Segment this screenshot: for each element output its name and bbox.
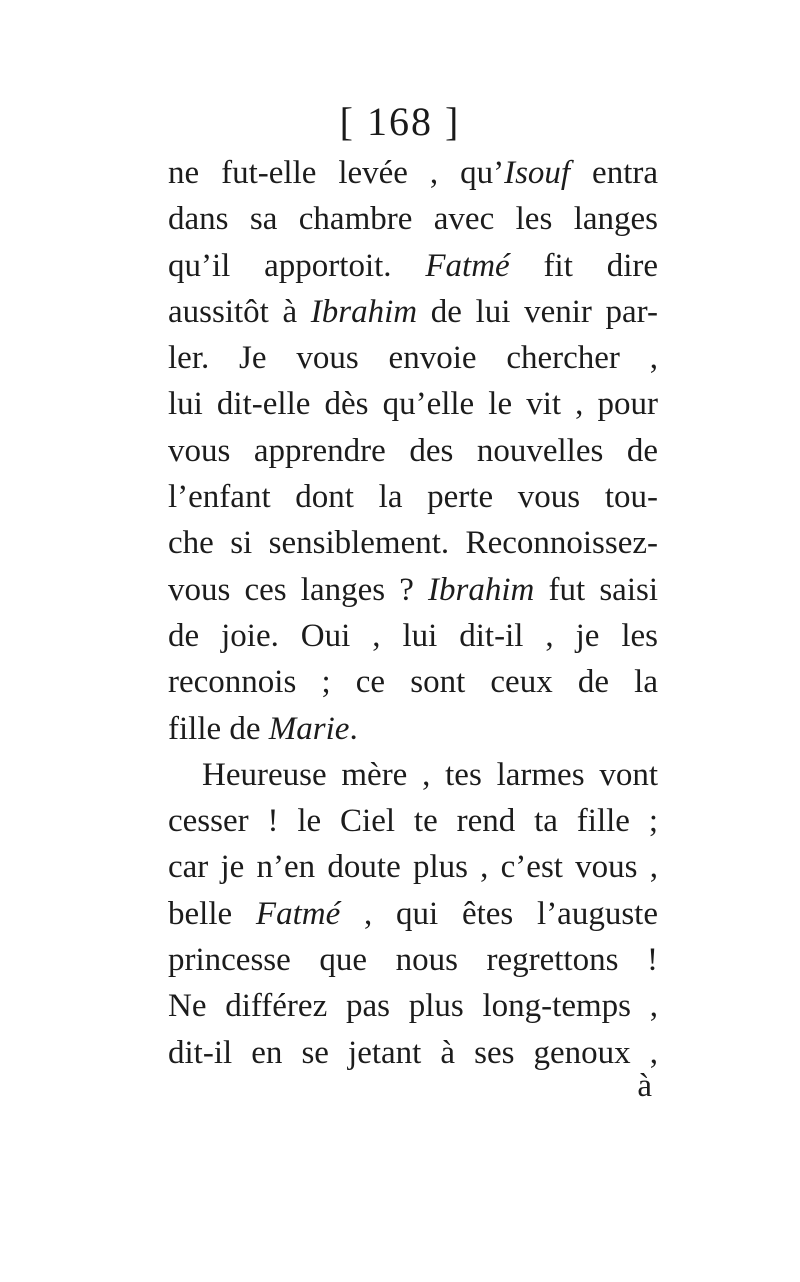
italic-name: Marie [268,710,350,747]
italic-name: Isouf [504,155,571,191]
text-line-15: cesser ! le Ciel te rend ta fille ; [168,803,658,840]
italic-name: Fatmé [255,895,341,932]
text-line-8: l’enfant dont la perte vous tou- [168,479,658,516]
text-line-19: Ne différez pas plus long-temps , [168,988,658,1025]
page-number: [ 168 ] [339,99,461,144]
text-line-11: de joie. Oui , lui dit-il , je les [168,617,658,654]
text-line-12: reconnois ; ce sont ceux de la [168,664,658,701]
italic-name: Ibrahim [428,571,535,608]
catchword: à [637,1068,652,1104]
text-line-16: car je n’en doute plus , c’est vous , [168,849,658,886]
italic-name: Ibrahim [310,293,418,330]
text-line-14: Heureuse mère , tes larmes vont [202,756,658,793]
text-line-7: vous apprendre des nouvelles de [168,432,658,469]
text-line-4: aussitôt à Ibrahim de lui venir par- [168,293,658,330]
text-line-5: ler. Je vous envoie chercher , [168,340,658,377]
text-block [168,150,658,1076]
text-line-18: princesse que nous regrettons ! [168,942,658,979]
text-line-2: dans sa chambre avec les langes [168,201,658,238]
text-line-1: ne fut-elle levée , qu’Isouf entra [168,155,658,191]
text-line-20: dit-il en se jetant à ses genoux , [168,1034,658,1071]
text-line-10: vous ces langes ? Ibrahim fut saisi [168,571,658,608]
text-line-6: lui dit-elle dès qu’elle le vit , pour [168,386,658,423]
text-line-3: qu’il apportoit. Fatmé fit dire [168,247,658,284]
text-line-17: belle Fatmé , qui êtes l’auguste [168,895,658,932]
text-line-9: che si sensiblement. Reconnoissez- [168,525,658,562]
text-line-13: fille de Marie. [168,710,358,747]
italic-name: Fatmé [425,247,510,284]
